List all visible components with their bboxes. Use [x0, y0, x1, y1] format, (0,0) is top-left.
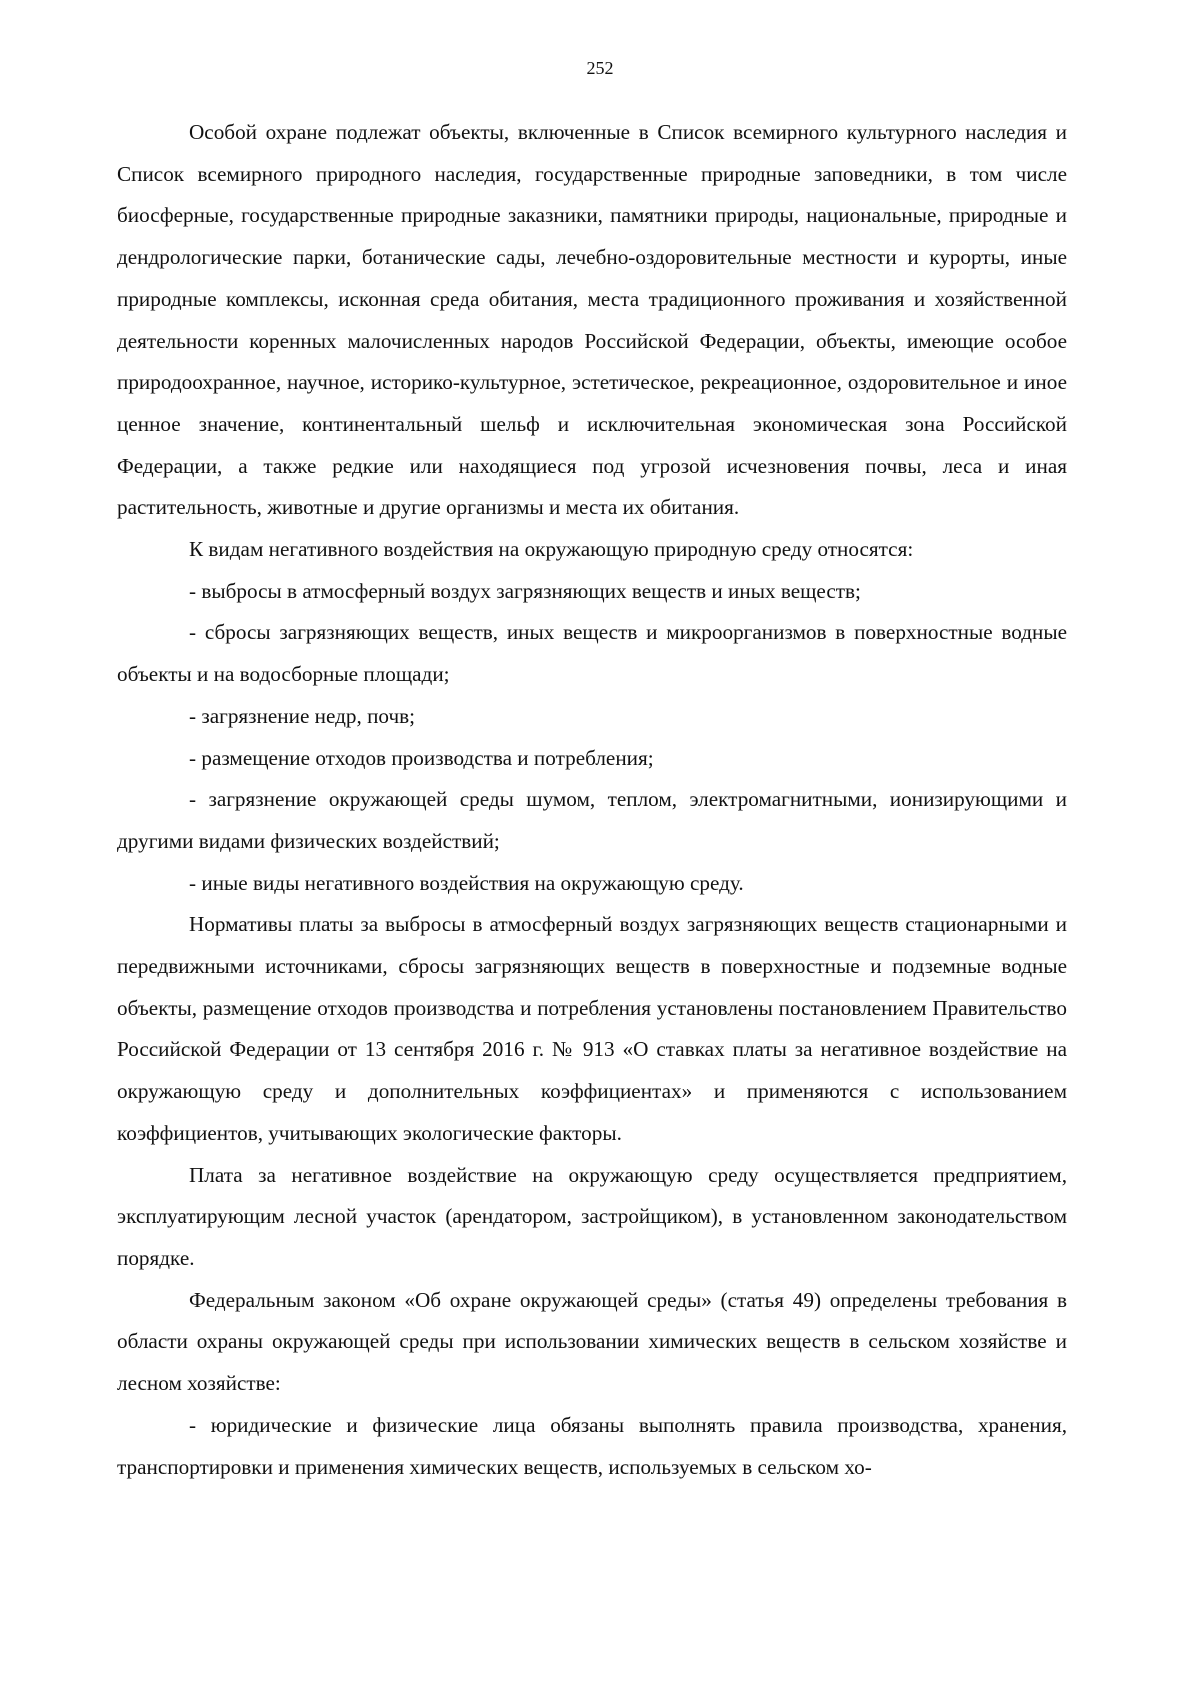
list-item-other-impacts: - иные виды негативного воздействия на окружающую среду.: [189, 870, 744, 895]
body-text: [117, 112, 1067, 1488]
paragraph-payment-standards: Нормативы платы за выбросы в атмосферный воздух загрязняющих веществ стационарными и передвижными источниками, сбросы загрязняющих веществ в поверхностные и подземные водные объекты, размещение отходов производства и потребления установлены постановлением Правительство Российской Федерации от 13 сентября 2016 г. № 913 «О ставках платы за негативное воздействие на окружающую среду и дополнительных коэффициентах» и применяются с использованием коэффициентов, учитывающих экологические факторы.: [117, 912, 1067, 1145]
list-item-soil-pollution: - загрязнение недр, почв;: [189, 703, 416, 728]
paragraph-federal-law: Федеральным законом «Об охране окружающей среды» (статья 49) определены требования в области охраны окружающей среды при использовании химических веществ в сельском хозяйстве и лесном хозяйстве:: [117, 1287, 1067, 1396]
list-item-physical-impacts: - загрязнение окружающей среды шумом, теплом, электромагнитными, ионизирующими и другими видами физических воздействий;: [117, 787, 1067, 853]
list-item-chemical-rules: - юридические и физические лица обязаны выполнять правила производства, хранения, транспортировки и применения химических веществ, используемых в сельском хо-: [117, 1412, 1067, 1479]
list-item-air-emissions: - выбросы в атмосферный воздух загрязняющих веществ и иных веществ;: [189, 578, 861, 603]
paragraph-payment-responsibility: Плата за негативное воздействие на окружающую среду осуществляется предприятием, эксплуатирующим лесной участок (арендатором, застройщиком), в установленном законодательством порядке.: [117, 1162, 1067, 1270]
page-number: 252: [586, 58, 614, 78]
paragraph-negative-impact-intro: К видам негативного воздействия на окружающую природную среду относятся:: [189, 537, 914, 562]
paragraph-protected-objects: Особой охране подлежат объекты, включенные в Список всемирного культурного наследия и Список всемирного природного наследия, государственные природные заповедники, в том числе биосферные, государственные природные заказники, памятники природы, национальные, природные и дендрологические парки, ботанические сады, лечебно-оздоровительные местности и курорты, иные природные комплексы, исконная среда обитания, места традиционного проживания и хозяйственной деятельности коренных малочисленных народов Российской Федерации, объекты, имеющие особое природоохранное, научное, историко-культурное, эстетическое, рекреационное, оздоровительное и иное ценное значение, континентальный шельф и исключительная экономическая зона Российской Федерации, а также редкие или находящиеся под угрозой исчезновения почвы, леса и иная растительность, животные и другие организмы и места их обитания.: [117, 120, 1067, 520]
list-item-waste-disposal: - размещение отходов производства и потребления;: [189, 745, 654, 770]
list-item-water-discharges: - сбросы загрязняющих веществ, иных веществ и микроорганизмов в поверхностные водные объекты и на водосборные площади;: [117, 620, 1067, 687]
